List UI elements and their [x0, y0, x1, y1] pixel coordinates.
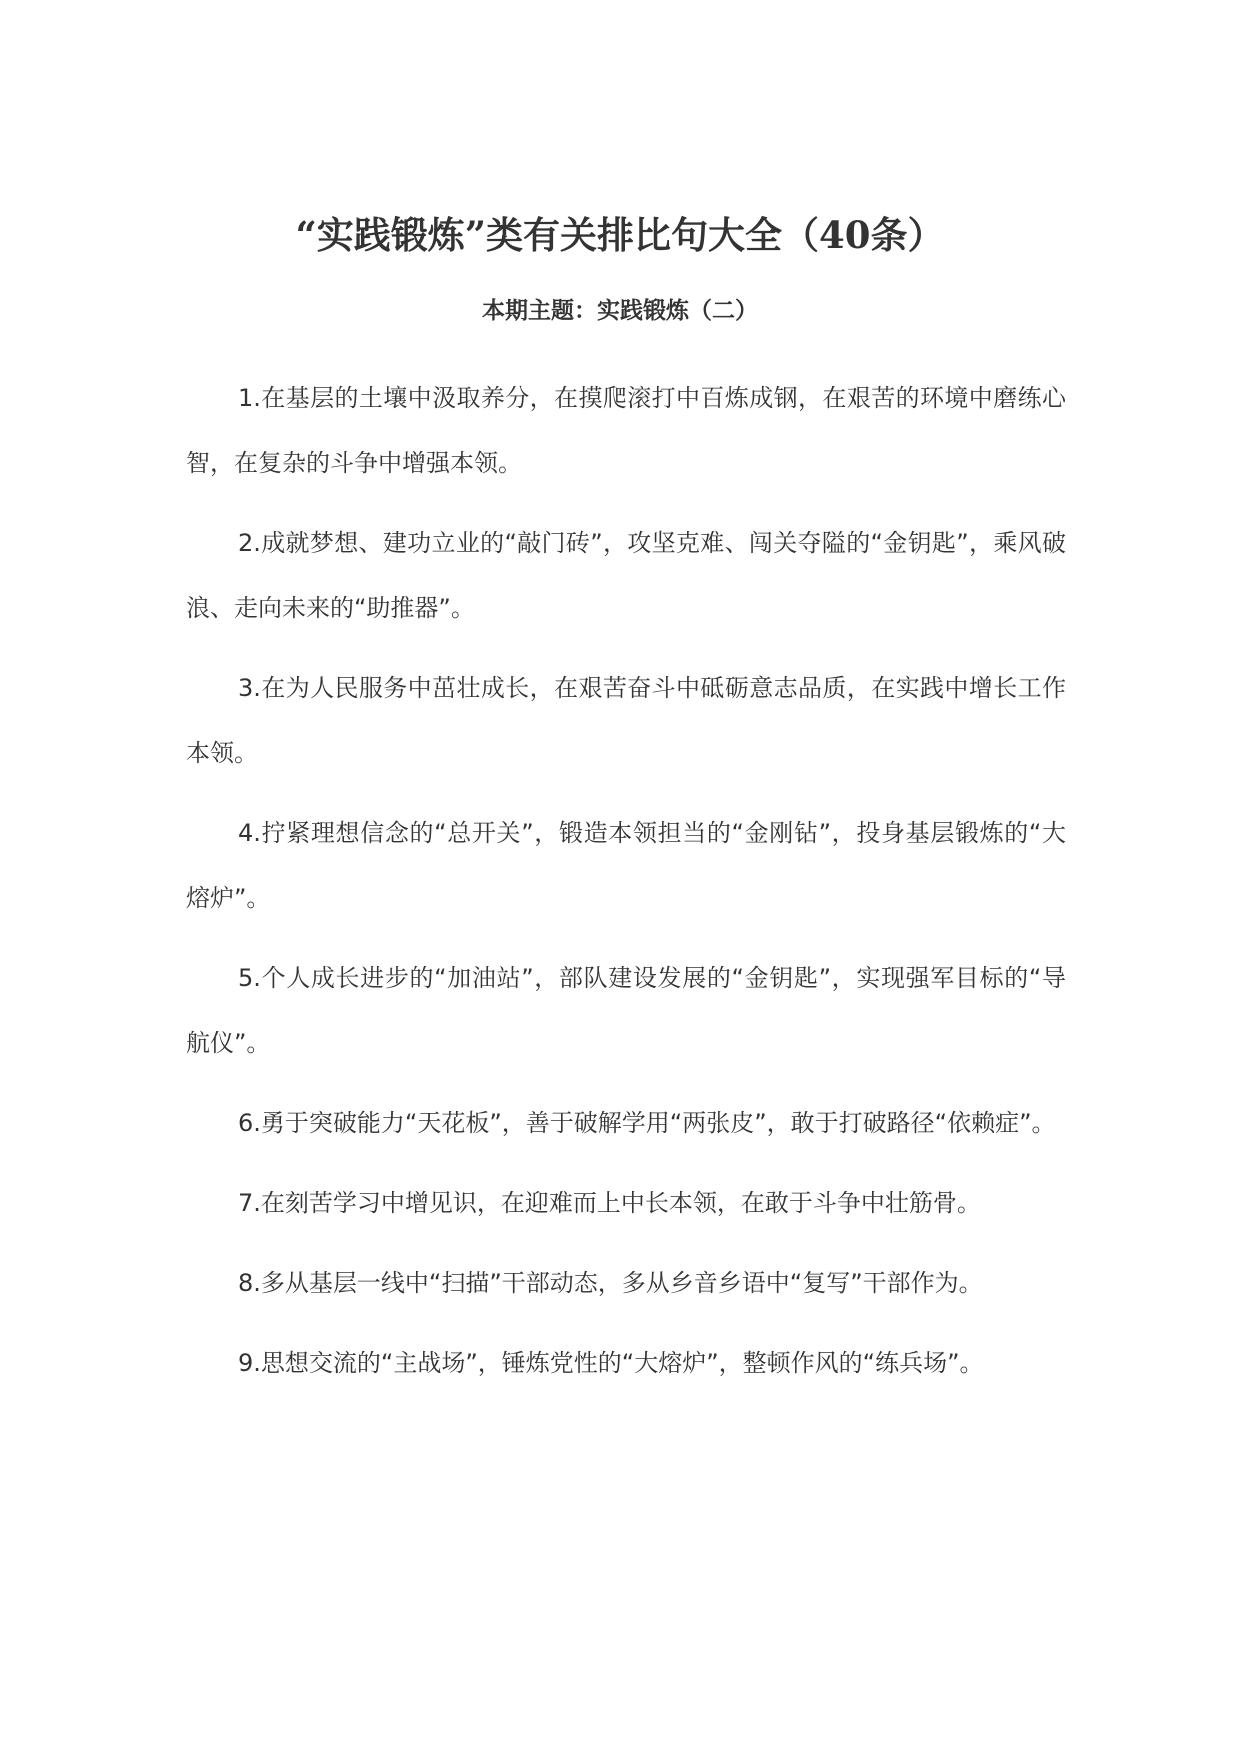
list-item: 6.勇于突破能力“天花板”，善于破解学用“两张皮”，敢于打破路径“依赖症”。	[238, 1109, 1056, 1137]
list-item: 3.在为人民服务中茁壮成长，在艰苦奋斗中砥砺意志品质，在实践中增长工作本领。	[186, 674, 1066, 767]
document-title: “实践锻炼”类有关排比句大全（40条）	[295, 213, 945, 257]
list-item: 8.多从基层一线中“扫描”干部动态，多从乡音乡语中“复写”干部作为。	[238, 1269, 983, 1297]
sentence-list	[186, 366, 1066, 1411]
list-item: 2.成就梦想、建功立业的“敲门砖”，攻坚克难、闯关夺隘的“金钥匙”，乘风破浪、走向未来的“助推器”。	[186, 529, 1066, 622]
list-item: 5.个人成长进步的“加油站”，部队建设发展的“金钥匙”，实现强军目标的“导航仪”。	[186, 964, 1066, 1057]
list-item: 7.在刻苦学习中增见识，在迎难而上中长本领，在敢于斗争中壮筋骨。	[238, 1189, 981, 1217]
list-item: 1.在基层的土壤中汲取养分，在摸爬滚打中百炼成钢，在艰苦的环境中磨练心智，在复杂的斗争中增强本领。	[186, 384, 1066, 477]
document-subtitle: 本期主题：实践锻炼（二）	[482, 298, 758, 324]
list-item: 4.拧紧理想信念的“总开关”，锻造本领担当的“金刚钻”，投身基层锻炼的“大熔炉”。	[186, 819, 1066, 912]
list-item: 9.思想交流的“主战场”，锤炼党性的“大熔炉”，整顿作风的“练兵场”。	[238, 1349, 984, 1377]
